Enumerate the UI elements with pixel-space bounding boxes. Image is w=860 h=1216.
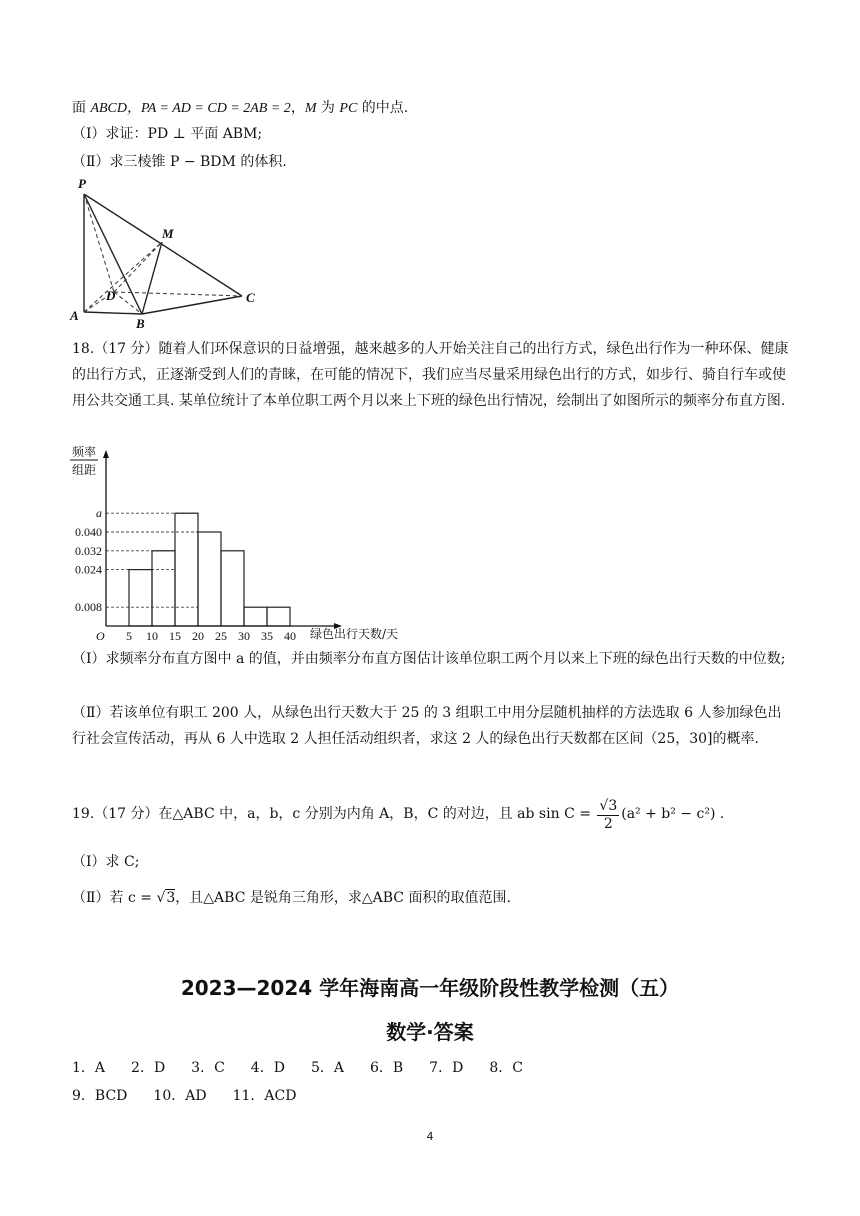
- histogram-bar: [244, 607, 267, 626]
- histogram-bar: [221, 551, 244, 626]
- x-tick-label: 35: [261, 629, 273, 643]
- label-p: P: [78, 176, 86, 191]
- x-tick-label: 40: [284, 629, 296, 643]
- x-tick-label: 5: [126, 629, 132, 643]
- x-tick-label: 25: [215, 629, 227, 643]
- histogram-bar: [129, 570, 152, 626]
- pyramid-figure: [66, 176, 266, 332]
- answers-row-1: [72, 1058, 549, 1078]
- answer-10: 10．AD: [153, 1088, 207, 1104]
- label-d: D: [106, 288, 116, 303]
- y-label-bottom: 组距: [72, 463, 97, 477]
- answer-subtitle: 数学·答案: [386, 1020, 474, 1044]
- answer-2: 2．D: [131, 1060, 166, 1076]
- label-a: A: [70, 308, 79, 323]
- q18-part2: （Ⅱ）若该单位有职工 200 人，从绿色出行天数大于 25 的 3 组职工中用分层随机抽样的方法选取 6 人参加绿色出行社会宣传活动，再从 6 人中选取 2 人担任活动组织者，求这 2 人的绿色出行天数都在区间（25，30]的概率.: [72, 705, 782, 747]
- edge-am: [84, 242, 162, 312]
- answer-title: 2023—2024 学年海南高一年级阶段性教学检测（五）: [180, 976, 680, 1000]
- q18-part1: （Ⅰ）求频率分布直方图中 a 的值，并由频率分布直方图估计该单位职工两个月以来上下班的绿色出行天数的中位数;: [72, 651, 786, 667]
- q17-line1: 面 ABCD，PA = AD = CD = 2AB = 2，M 为 PC 的中点.: [72, 100, 409, 116]
- x-tick-label: 15: [169, 629, 181, 643]
- label-b: B: [136, 316, 145, 331]
- answers-row-2: [72, 1086, 322, 1106]
- q18-intro: 18.（17 分）随着人们环保意识的日益增强，越来越多的人开始关注自己的出行方式，绿色出行作为一种环保、健康的出行方式，正逐渐受到人们的青睐，在可能的情况下，我们应当尽量采用绿色出行的方式，如步行、骑自行车或使用公共交通工具. 某单位统计了本单位职工两个月以来上下班的绿色出行情况，绘制出了如图所示的频率分布直方图.: [72, 341, 789, 409]
- y-axis-arrow: [103, 450, 109, 458]
- q17-part1: （Ⅰ）求证：PD ⊥ 平面 ABM;: [72, 126, 263, 142]
- histogram-chart: [66, 444, 426, 644]
- histogram-bar: [152, 551, 175, 626]
- edge-pc: [84, 194, 242, 296]
- q19-intro: 19.（17 分）在△ABC 中，a，b，c 分别为内角 A，B，C 的对边，且 ab sin C = $\frac{√3}{2}$ (a² + b² − c²) .: [72, 797, 725, 832]
- x-tick-label: 30: [238, 629, 250, 643]
- histogram-bar: [267, 607, 290, 626]
- answer-1: 1．A: [72, 1060, 106, 1076]
- y-tick-label: 0.024: [75, 562, 102, 577]
- q19-part2: （Ⅱ）若 c = √3，且△ABC 是锐角三角形，求△ABC 面积的取值范围.: [72, 890, 511, 906]
- edge-db: [114, 292, 142, 314]
- answer-7: 7．D: [429, 1060, 464, 1076]
- page-number: 4: [426, 1130, 434, 1143]
- q19-fraction: $\frac{√3}{2}$: [599, 797, 618, 832]
- y-label-top: 频率: [72, 445, 97, 459]
- y-tick-label: 0.040: [75, 525, 102, 539]
- q19-part1: （Ⅰ）求 C;: [72, 854, 140, 870]
- y-tick-label: 0.008: [75, 600, 102, 615]
- x-tick-label: 10: [146, 629, 158, 643]
- x-tick-label: 20: [192, 629, 204, 643]
- answer-6: 6．B: [369, 1060, 404, 1076]
- edge-ab: [84, 312, 142, 314]
- edge-pd: [84, 194, 114, 292]
- label-c: C: [246, 290, 255, 305]
- answer-5: 5．A: [310, 1060, 344, 1076]
- edge-mb: [142, 242, 162, 314]
- answer-9: 9．BCD: [72, 1088, 128, 1104]
- edge-bc: [142, 296, 242, 314]
- y-tick-label: 0.032: [75, 543, 102, 558]
- histogram-bar: [198, 532, 221, 626]
- answer-8: 8．C: [489, 1060, 523, 1076]
- histogram-bar: [175, 513, 198, 626]
- answer-4: 4．D: [250, 1060, 285, 1076]
- answer-3: 3．C: [191, 1060, 225, 1076]
- q17-part2: （Ⅱ）求三棱锥 P − BDM 的体积.: [72, 154, 287, 170]
- x-axis-label: 绿色出行天数/天: [310, 627, 399, 641]
- answer-11: 11．ACD: [232, 1088, 297, 1104]
- origin-label: O: [96, 629, 105, 643]
- y-tick-label: a: [96, 506, 102, 521]
- label-m: M: [162, 226, 174, 241]
